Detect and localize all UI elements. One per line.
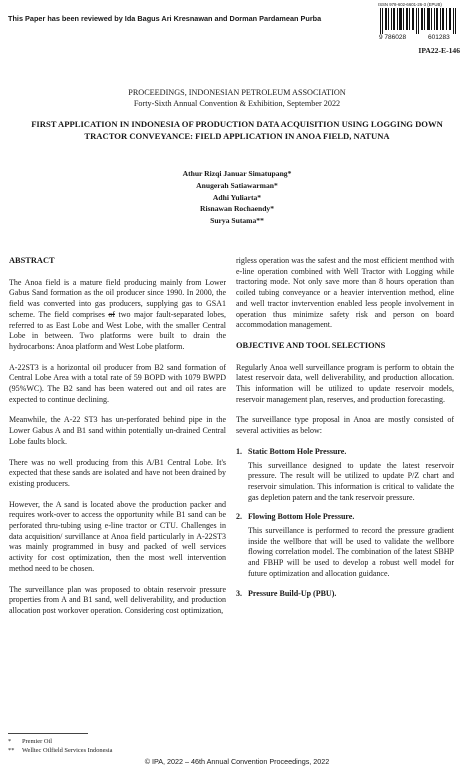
author-list [0, 168, 474, 227]
list-item [236, 447, 454, 458]
list-number: 1. [236, 446, 242, 456]
list-title: Static Bottom Hole Pressure. [248, 446, 347, 456]
paper-id: IPA22-E-146 [418, 46, 460, 55]
list-item [236, 512, 454, 523]
proceedings-subtitle: Forty-Sixth Annual Convention & Exhibition, September 2022 [133, 99, 341, 108]
footnote-text: Premier Oil [22, 738, 52, 745]
abstract-paragraph: The surveillance plan was proposed to obtain reservoir pressure properties from A and B1 sand, well deliverability, and production allocation post workover operation. Considering cost optimization, [9, 584, 226, 615]
abstract-paragraph: Meanwhile, the A-22 ST3 has un-perforated behind pipe in the Lower Gabus A and B1 sand within potentially un-drained Central Lobe faults block. [9, 415, 226, 446]
objective-heading: OBJECTIVE AND TOOL SELECTIONS [236, 340, 386, 350]
right-column [236, 256, 454, 602]
list-body: This surveillance is performed to record the pressure gradient inside the wellbore that will be used to validate the wellbore flowing correlation model. The combination of the latest SBHP and FBHP will be used to develop a robust well model for future optimization and allocation guidance. [248, 526, 454, 578]
body-paragraph: rigless operation was the safest and the most efficient menthod with e-line operation combined with Well Tractor with Logging while tractoring mode. Not only save more than 8 hours operation than coiled tubing conveyance or a heavier intervention method, eline and well tractor invtervention enabled less people involvement in operation thus minimize safety risk and person on board accommodation management. [236, 256, 454, 330]
list-title: Pressure Build-Up (PBU). [248, 588, 337, 598]
proceedings-title: PROCEEDINGS, INDONESIAN PETROLEUM ASSOCIATION [128, 88, 346, 97]
list-body: This surveillance designed to update the latest reservoir pressure. The result will be utilized to update P/Z chart and reservoir simulation. This information is critical to validate the gas depletion patern and the tank reservoir pressure. [248, 460, 454, 502]
footnotes [8, 737, 113, 755]
barcode [378, 6, 458, 42]
author: Adhi Yuliarta* [212, 192, 262, 202]
left-column [9, 256, 226, 627]
struck-word: of [108, 309, 115, 319]
abstract-paragraph: However, the A sand is located above the production packer and requires work-over to access the opportunity while B1 sand can be perforated thru-tubing using e-line tractor or CTU. Challenges in data acquisition/ survillance at Anoa field particularly in A-22ST3 was mainly programmed in busy and packed of well services activity for cost optimization, then the most well intervention method need to be chosen. [9, 499, 226, 573]
abstract-heading: ABSTRACT [9, 256, 55, 265]
author: Anugerah Satiawarman* [196, 180, 278, 190]
barcode-digits-left: 9 786028 [379, 34, 407, 41]
author: Athur Rizqi Januar Simatupang* [182, 169, 292, 178]
copyright: © IPA, 2022 – 46th Annual Convention Proceedings, 2022 [144, 757, 330, 766]
footnote-mark: ** [8, 747, 15, 754]
list-number: 2. [236, 512, 242, 522]
list-number: 3. [236, 588, 242, 598]
footnote-mark: * [8, 738, 12, 745]
body-paragraph: The surveillance type proposal in Anoa are mostly consisted of several activities as below: [236, 415, 454, 436]
footnote [8, 746, 113, 755]
barcode-digits-right: 601283 [428, 34, 450, 41]
abstract-paragraph: There was no well producing from this A/B1 Central Lobe. It's expected that these sands are isolated and have not been drained by existing producers. [9, 457, 226, 488]
author: Surya Sutama** [210, 216, 264, 226]
footnote-rule [8, 733, 88, 734]
abstract-paragraph: A-22ST3 is a horizontal oil producer from B2 sand formation of Central Lobe Area with a total rate of 59 BOPD with 1079 BWPD (95%WC). The B2 sand has been watered out and oil rates are expected to continue declining. [9, 362, 226, 404]
reviewer-note: This Paper has been reviewed by Ida Bagus Ari Kresnawan and Dorman Pardamean Purba [8, 14, 322, 23]
abstract-paragraph: The Anoa field is a mature field producing mainly from Lower Gabus Sand formation as the oil producer since 1990. In 2000, the field was converted into gas producers, supplying gas to GSA1 scheme. The field comprises of two major fault-separated lobes, referred to as East Lobe and West Lobe, with the smaller Central Lobe in between. Two platforms were built to drain the hydrocarbons: Anoa platform and West Lobe platform. [9, 277, 226, 351]
footnote [8, 737, 113, 746]
list-title: Flowing Bottom Hole Pressure. [248, 512, 355, 522]
body-paragraph: Regularly Anoa well surveillance program is perform to obtain the latest reservoir data, well deliverability, and production allocation. This information will be utilized to update reservoir models, reservoir management plan, reserves, and production forecasting. [236, 362, 454, 404]
footnote-text: Welltec Oilfield Services Indonesia [22, 747, 113, 754]
paper-title: FIRST APPLICATION IN INDONESIA OF PRODUCTION DATA ACQUISITION USING LOGGING DOWN TRACTOR CONVEYANCE: FIELD APPLICATION IN ANOA FIELD, NATUNA [31, 119, 443, 141]
list-item [236, 589, 454, 600]
author: Risnawan Rochaendy* [199, 204, 275, 214]
barcode-issn: ISSN 978-602-6601-26-3 (EPUB) [378, 2, 442, 7]
